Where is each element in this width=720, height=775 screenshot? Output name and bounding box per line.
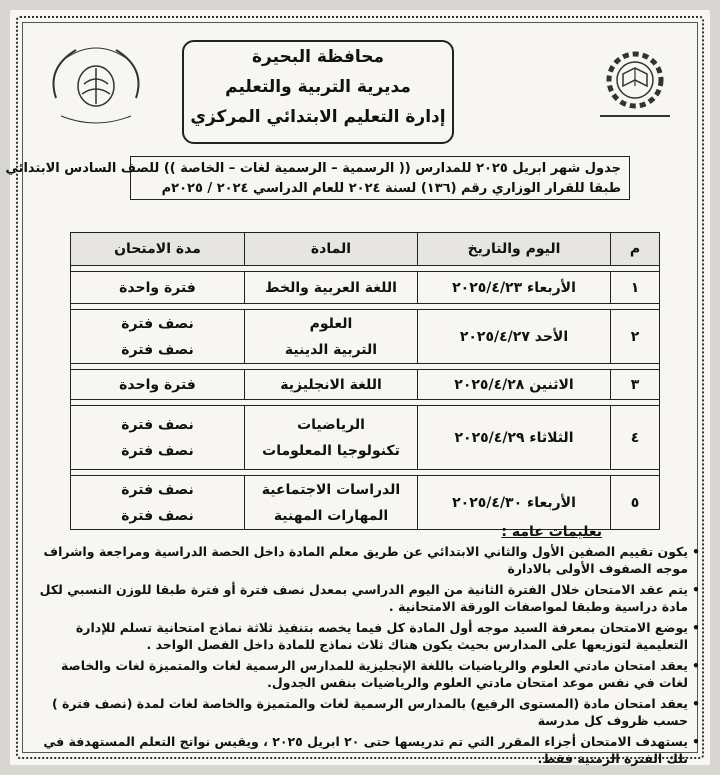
table-row — [71, 310, 660, 364]
table-row — [71, 272, 660, 304]
duration-value: فترة واحدة — [119, 376, 196, 393]
list-item: • يعقد امتحان مادة (المستوى الرفيع) بالمدارس الرسمية لغات والمتميزة والخاصة لغات لمدة (نصف فترة ) حسب ظروف كل مدرسة — [34, 695, 688, 729]
subject-name: اللغة العربية والخط — [265, 279, 397, 296]
row-subject — [245, 272, 418, 304]
subject-name: تكنولوجيا المعلومات — [262, 442, 400, 459]
duration-value: نصف فترة — [121, 442, 194, 459]
table-header-row — [71, 233, 660, 266]
duration-value: نصف فترة — [121, 315, 194, 332]
governorate-name: محافظة البحيرة — [251, 47, 385, 67]
row-subject — [245, 476, 418, 530]
subject-name: العلوم — [309, 315, 353, 332]
row-number: ٤ — [611, 406, 660, 470]
duration-value: نصف فترة — [121, 481, 194, 498]
row-number: ٥ — [611, 476, 660, 530]
ministry-logo-left — [36, 38, 156, 128]
general-instructions — [34, 524, 702, 771]
row-duration — [71, 370, 245, 400]
row-day: الأربعاء ٢٠٢٥/٤/٣٠ — [418, 476, 611, 530]
row-number: ١ — [611, 272, 660, 304]
subject-name: المهارات المهنية — [273, 507, 389, 524]
header-subject: المادة — [245, 233, 418, 266]
list-item: • يتم عقد الامتحان خلال الفترة الثانية من اليوم الدراسي بمعدل نصف فترة أو فترة طبقا للوزن النسبي لكل مادة دراسية وطبقا لمواصفات الورقة الامتحانية . — [34, 581, 688, 615]
table-row — [71, 370, 660, 400]
subject-name: الرياضيات — [297, 416, 365, 433]
list-item: • يعقد امتحان مادتي العلوم والرياضيات باللغة الإنجليزية للمدارس الرسمية لغات والمتميزة لغات والخاصة لغات في نفس موعد امتحان مادتي العلوم والرياضيات بنفس الجدول. — [34, 657, 688, 691]
row-duration — [71, 476, 245, 530]
subject-name: اللغة الانجليزية — [280, 376, 382, 393]
table-row — [71, 406, 660, 470]
duration-value: فترة واحدة — [119, 279, 196, 296]
instructions-title: تعليمات عامة : — [501, 524, 602, 540]
header-day: اليوم والتاريخ — [418, 233, 611, 266]
list-item: • يستهدف الامتحان أجزاء المقرر التي تم تدريسها حتى ٢٠ ابريل ٢٠٢٥ ، ويقيس نواتج التعلم المستهدفة في تلك الفترة الزمنية فقط. — [34, 733, 688, 767]
row-day: الأحد ٢٠٢٥/٤/٢٧ — [418, 310, 611, 364]
subject-name: الدراسات الاجتماعية — [261, 481, 401, 498]
title-line-1: جدول شهر ابريل ٢٠٢٥ للمدارس (( الرسمية – الرسمية لغات – الخاصة )) للصف السادس الابتدائي — [5, 161, 621, 176]
row-duration — [71, 310, 245, 364]
duration-value: نصف فترة — [121, 341, 194, 358]
ministry-logo-right — [590, 46, 680, 124]
header-box — [182, 40, 454, 144]
duration-value: نصف فترة — [121, 507, 194, 524]
title-line-2: طبقا للقرار الوزاري رقم (١٣٦) لسنة ٢٠٢٤ للعام الدراسي ٢٠٢٤ / ٢٠٢٥م — [161, 181, 621, 196]
table-row — [71, 476, 660, 530]
row-day: الاثنين ٢٠٢٥/٤/٢٨ — [418, 370, 611, 400]
row-duration — [71, 406, 245, 470]
row-subject — [245, 406, 418, 470]
schedule-title — [5, 156, 630, 200]
row-subject — [245, 370, 418, 400]
instructions-list — [34, 543, 702, 767]
exam-schedule-table — [70, 232, 660, 530]
directorate-name: مديرية التربية والتعليم — [225, 77, 411, 97]
list-item: • يوضع الامتحان بمعرفة السيد موجه أول المادة كل فيما يخصه بتنفيذ ثلاثة نماذج امتحانية تسلم للإدارة التعليمية لتوزيعها على المدارس بحيث يكون هناك ثلاث نماذج للمادة داخل الفصل الواحد . — [34, 619, 688, 653]
subject-name: التربية الدينية — [284, 341, 378, 358]
duration-value: نصف فترة — [121, 416, 194, 433]
row-subject — [245, 310, 418, 364]
row-day: الأربعاء ٢٠٢٥/٤/٢٣ — [418, 272, 611, 304]
header-m: م — [611, 233, 660, 266]
row-number: ٢ — [611, 310, 660, 364]
administration-name: إدارة التعليم الابتدائي المركزي — [190, 107, 446, 127]
list-item: • يكون تقييم الصفين الأول والثاني الابتدائي عن طريق معلم المادة داخل الحصة الدراسية ومراجعة واشراف موجه الصفوف الأولى بالادارة — [34, 543, 688, 577]
row-duration — [71, 272, 245, 304]
row-day: الثلاثاء ٢٠٢٥/٤/٢٩ — [418, 406, 611, 470]
row-number: ٣ — [611, 370, 660, 400]
header-duration: مدة الامتحان — [71, 233, 245, 266]
